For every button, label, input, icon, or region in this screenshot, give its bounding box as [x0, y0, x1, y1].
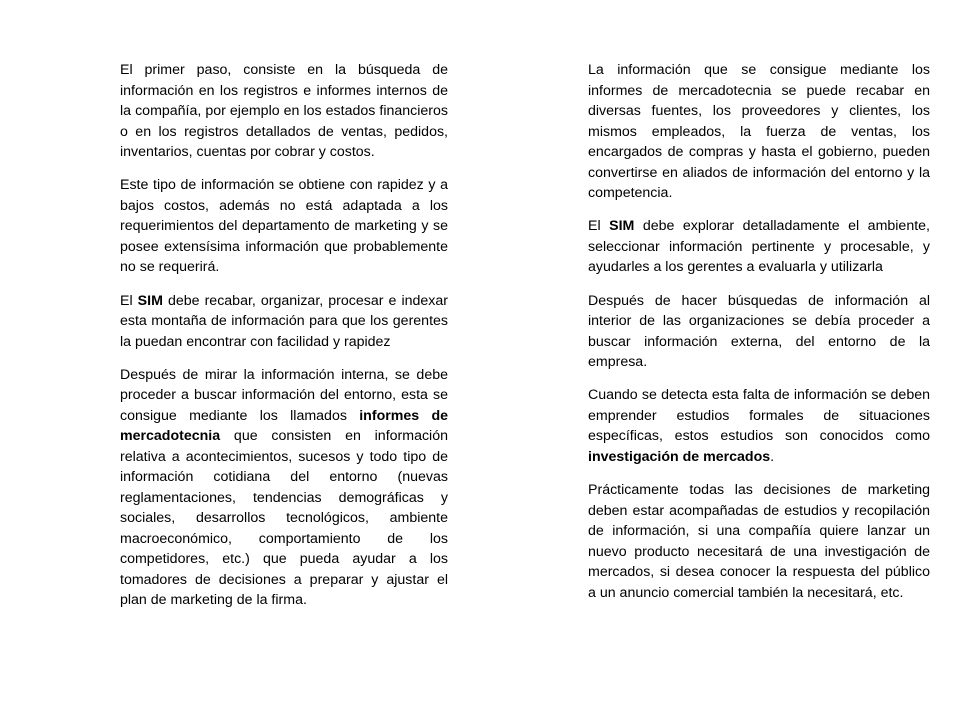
left-paragraph-4-before: Después de mirar la información interna, se debe proceder a buscar información del entorno, esta se consigue mediante los llamados — [120, 366, 448, 424]
left-paragraph-3-before: El — [120, 292, 138, 309]
left-paragraph-2: Este tipo de información se obtiene con rapidez y a bajos costos, además no está adaptada a los requerimientos del departamento de marketing y se posee extensísima información que probablemente no se requerirá. — [120, 177, 448, 276]
right-paragraph-4-before: Cuando se detecta esta falta de información se deben emprender estudios formales de situaciones específicas, estos estudios son conocidos como — [588, 387, 930, 445]
left-paragraph-3-after: debe recabar, organizar, procesar e indexar esta montaña de información para que los gerentes la puedan encontrar con facilidad y rapidez — [120, 292, 448, 350]
left-paragraph-3 — [120, 291, 448, 353]
right-paragraph-1: La información que se consigue mediante los informes de mercadotecnia se puede recabar en diversas fuentes, los proveedores y clientes, los mismos empleados, la fuerza de ventas, los encargados de compras y hasta el gobierno, pueden convertirse en aliados de información del entorno y la competencia. — [588, 62, 930, 201]
left-paragraph-1: El primer paso, consiste en la búsqueda de información en los registros e informes internos de la compañía, por ejemplo en los estados financieros o en los registros detallados de ventas, pedidos, inventarios, cuentas por cobrar y costos. — [120, 62, 448, 160]
right-paragraph-3: Después de hacer búsquedas de información al interior de las organizaciones se debía proceder a buscar información externa, del entorno de la empresa. — [588, 292, 930, 371]
right-paragraph-5: Prácticamente todas las decisiones de marketing deben estar acompañadas de estudios y recopilación de información, si una compañía quiere lanzar un nuevo producto necesitará de una investigación de mercados, si desea conocer la respuesta del público a un anuncio comercial también la necesitará, etc. — [588, 482, 930, 601]
right-column — [588, 60, 930, 616]
right-paragraph-4-after: . — [770, 448, 775, 465]
right-paragraph-2-before: El — [588, 218, 610, 235]
left-paragraph-4-after: que consisten en información relativa a acontecimientos, sucesos y todo tipo de información cotidiana del entorno (nuevas reglamentaciones, tendencias demográficas y sociales, desarrollos tecnológicos, ambiente macroeconómico, comportamiento de los competidores, etc.) que pueda ayudar a los tomadores de decisiones a preparar y ajustar el plan de marketing de la firma. — [120, 428, 448, 609]
left-column — [120, 60, 448, 624]
left-paragraph-4-bold: informes de mercadotecnia — [120, 407, 448, 445]
left-paragraph-3-bold: SIM — [137, 292, 163, 309]
right-paragraph-4-bold: investigación de mercados — [588, 448, 771, 465]
right-paragraph-2 — [588, 216, 930, 278]
right-paragraph-2-bold: SIM — [609, 218, 635, 235]
right-paragraph-2-after: debe explorar detalladamente el ambiente, seleccionar información pertinente y procesable, y ayudarles a los gerentes a evaluarla y utilizarla — [588, 218, 930, 276]
right-paragraph-4 — [588, 385, 930, 467]
left-paragraph-4 — [120, 365, 448, 611]
